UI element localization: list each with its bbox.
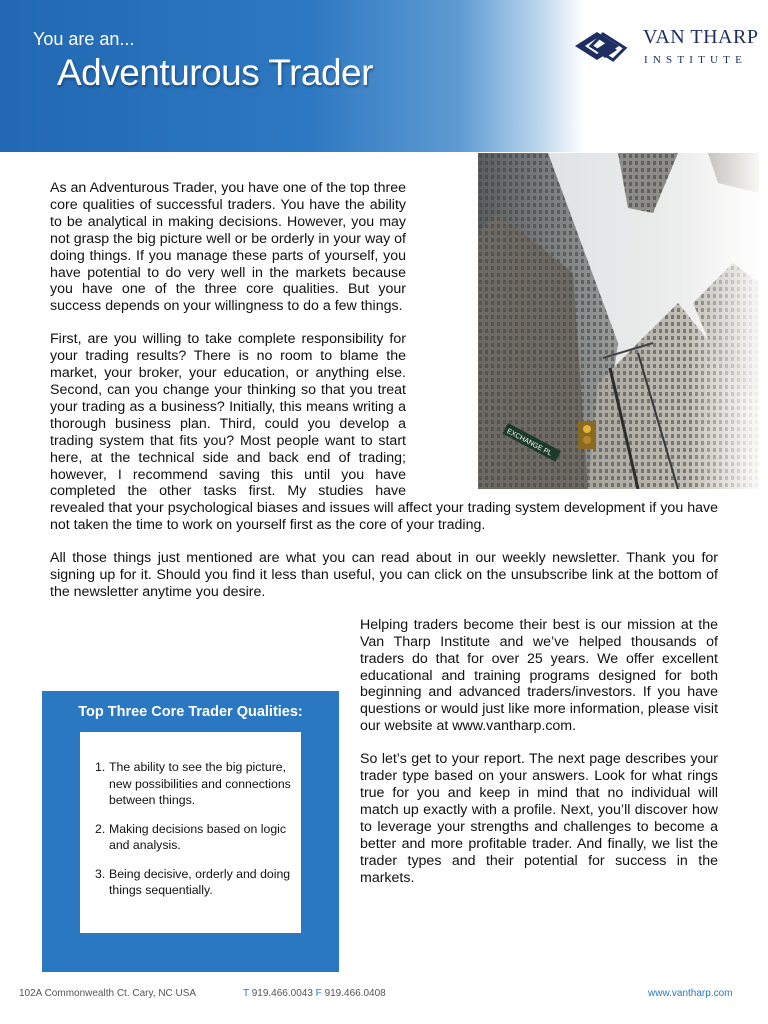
fax-number: 919.466.0408 <box>324 988 386 999</box>
phone-number: 919.466.0043 <box>251 988 313 999</box>
list-item-number: 2. <box>95 821 106 836</box>
list-item-text: Being decisive, orderly and doing things sequentially. <box>109 866 291 897</box>
phone-label: T <box>243 988 249 999</box>
paragraph-intro: As an Adventurous Trader, you have one of the top three core qualities of successful traders. You have the ability to be analytical in making decisions. However, you may not grasp the big picture well or be orderly in your way of doing things. If you manage these parts of yourself, you have potential to do very well in the markets because you have one of the three core qualities. But your success depends on your willingness to do a few things. <box>50 180 406 315</box>
logo-subtitle: INSTITUTE <box>644 54 748 66</box>
core-qualities-panel <box>80 732 301 933</box>
van-tharp-logo[interactable] <box>573 26 758 76</box>
logo-name: VAN THARP <box>643 26 759 48</box>
list-item-text: The ability to see the big picture, new possibilities and connections between things. <box>109 760 291 807</box>
logo-diamond-icon <box>573 26 637 66</box>
photo-spacer <box>436 180 718 495</box>
footer-website-link[interactable]: www.vantharp.com <box>648 988 733 999</box>
paragraph-report: So let’s get to your report. The next page describes your trader type based on your answers. Look for what rings true for you and keep in mind that no individual will match up exactly with a profile. Next, you’ll discover how to leverage your strengths and challenges to become a better and more profitable trader. And finally, we list the trader types and their potential for success in the markets. <box>360 751 718 886</box>
page-subtitle: You are an... <box>33 29 135 49</box>
list-item <box>95 759 295 809</box>
core-qualities-list <box>95 759 295 911</box>
header-banner <box>0 0 768 152</box>
core-qualities-title: Top Three Core Trader Qualities: <box>78 704 303 720</box>
footer-address: 102A Commonwealth Ct. Cary, NC USA <box>19 988 197 999</box>
list-item-text: Making decisions based on logic and analysis. <box>109 821 287 852</box>
paragraph-newsletter: All those things just mentioned are what you can read about in our weekly newsletter. Thank you for signing up for it. Should you find it less than useful, you can click on the unsubscribe link at the bottom of the newsletter anytime you desire. <box>50 550 718 600</box>
page-title: Adventurous Trader <box>57 52 373 93</box>
core-qualities-box <box>42 691 339 972</box>
footer <box>0 988 768 1008</box>
list-item-number: 1. <box>95 760 106 774</box>
fax-label: F <box>315 988 322 999</box>
list-item <box>95 866 295 899</box>
footer-contact <box>243 988 386 999</box>
paragraph-responsibility: First, are you willing to take complete responsibility for your trading results? There is no room to blame the market, your broker, your education, or anything else. Second, can you change your thinking so that you treat your trading as a business? Initially, this means writing a thorough business plan. Third, could you develop a trading system that fits you? Most people want to start here, at the technical side and back end of trading; however, I recommend saving this until you have completed the other tasks first. My studies have revealed that your psychological biases and issues will affect your trading system development if you have not taken the time to work on yourself first as the core of your trading. <box>50 331 718 534</box>
list-item <box>95 821 295 854</box>
list-item-number: 3. <box>95 866 106 881</box>
paragraph-mission: Helping traders become their best is our mission at the Van Tharp Institute and we’ve helped thousands of traders do that for over 25 years. We offer excellent educational and training programs designed for both beginning and advanced traders/investors. If you have questions or would just like more information, please visit our website at www.vantharp.com. <box>360 616 719 735</box>
